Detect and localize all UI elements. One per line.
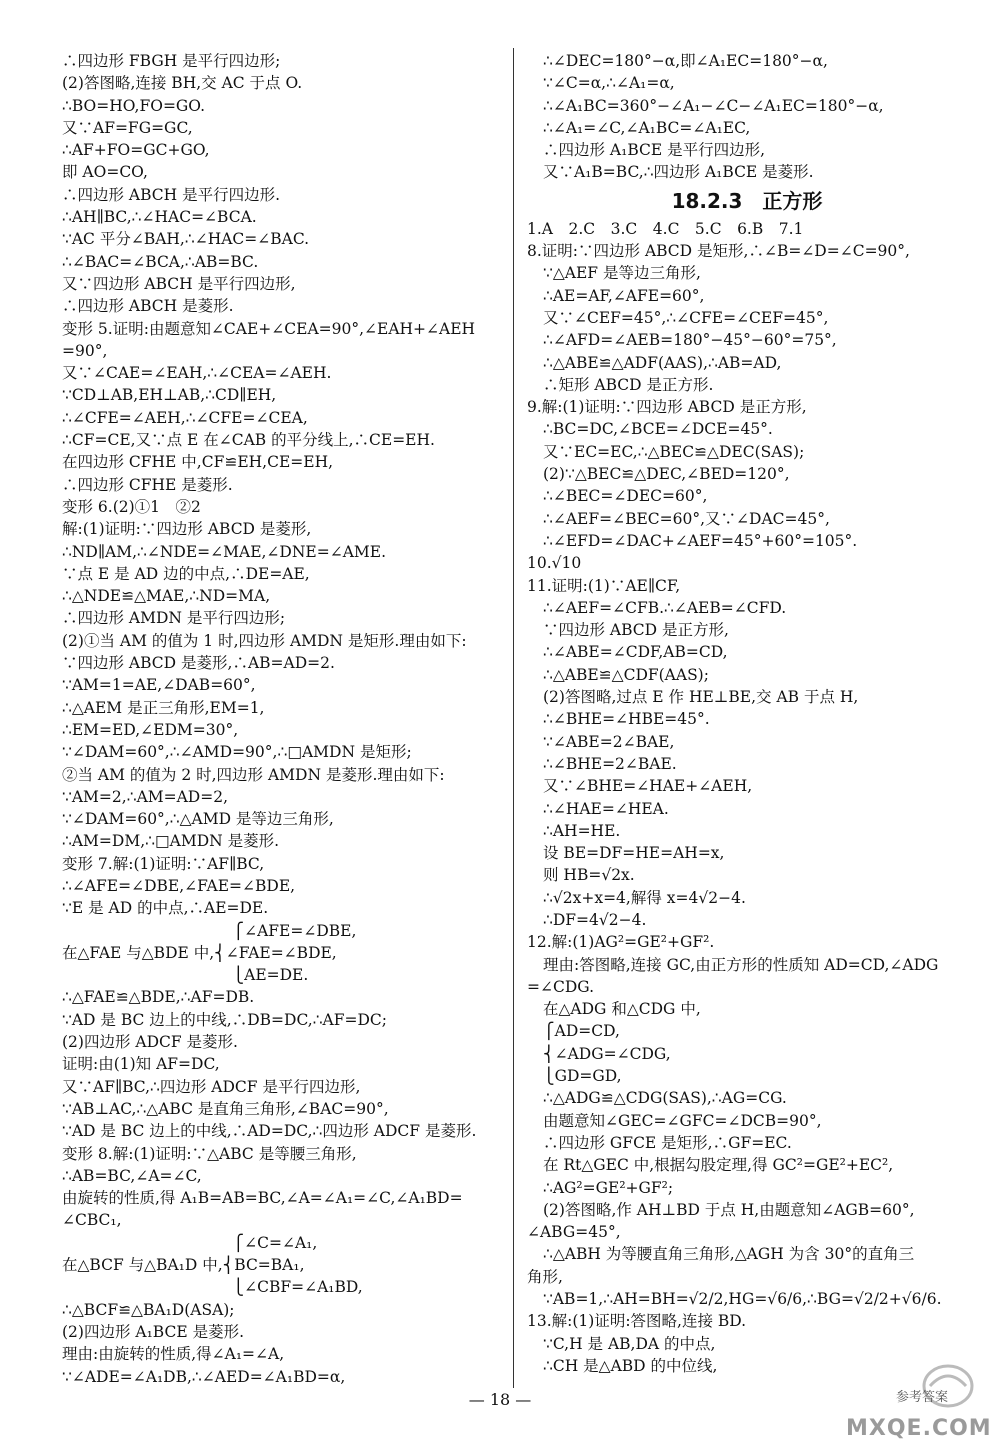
text-line: ⎧∠AFE=∠DBE, — [62, 921, 357, 940]
text-line: ∵∠C=α,∴∠A₁=α, — [543, 74, 675, 93]
text-line: (2)四边形 ADCF 是菱形. — [62, 1033, 238, 1052]
text-line: 11.证明:(1)∵AE∥CF, — [527, 576, 681, 595]
text-line: =∠CDG. — [527, 977, 595, 996]
text-line: ∵∠ABE=2∠BAE, — [543, 732, 675, 751]
text-line: ∴∠AEF=∠CFB.∴∠AEB=∠CFD. — [543, 598, 787, 617]
text-line: 解:(1)证明:∵四边形 ABCD 是菱形, — [62, 520, 312, 539]
text-line: 在△ADG 和△CDG 中, — [543, 1000, 701, 1019]
text-line: 又∵A₁B=BC,∴四边形 A₁BCE 是菱形. — [543, 163, 814, 182]
text-line: 12.解:(1)AG²=GE²+GF². — [527, 933, 715, 952]
column-divider — [513, 48, 514, 1388]
text-line: 变形 7.解:(1)证明:∵AF∥BC, — [62, 854, 265, 873]
text-line: ∴AM=DM,∴□AMDN 是菱形. — [62, 832, 280, 851]
text-line: 变形 8.解:(1)证明:∵△ABC 是等腰三角形, — [62, 1144, 357, 1163]
text-line: ∴∠DEC=180°−α,即∠A₁EC=180°−α, — [543, 52, 828, 70]
text-line: ∴△ABE≌△ADF(AAS),∴AB=AD, — [543, 353, 782, 372]
text-line: ∵AC 平分∠BAH,∴∠HAC=∠BAC. — [62, 230, 310, 249]
right-column-bottom — [527, 218, 967, 1377]
text-line: ∴∠AEF=∠BEC=60°,又∵∠DAC=45°, — [543, 509, 830, 528]
text-line: ∵AD 是 BC 边上的中线,∴DB=DC,∴AF=DC; — [62, 1010, 388, 1029]
text-line: ∴AH∥BC,∴∠HAC=∠BCA. — [62, 208, 257, 227]
text-line: 在四边形 CFHE 中,CF≌EH,CE=EH, — [62, 453, 334, 472]
text-line: ∴CH 是△ABD 的中位线, — [543, 1356, 718, 1375]
text-line: (2)答图略,过点 E 作 HE⊥BE,交 AB 于点 H, — [543, 688, 859, 707]
text-line: ∴△NDE≌△MAE,∴ND=MA, — [62, 587, 271, 606]
text-line: ∵E 是 AD 的中点,∴AE=DE. — [62, 899, 269, 918]
text-line: (2)四边形 A₁BCE 是菱形. — [62, 1322, 244, 1341]
text-line: 在△BCF 与△BA₁D 中,⎨BC=BA₁, — [62, 1256, 305, 1275]
text-line: ∴DF=4√2−4. — [543, 910, 647, 929]
text-line: 在△FAE 与△BDE 中,⎨∠FAE=∠BDE, — [62, 943, 337, 962]
right-column — [527, 50, 967, 1377]
text-line: ∴∠AFE=∠DBE,∠FAE=∠BDE, — [62, 876, 296, 895]
text-line: 1.A 2.C 3.C 4.C 5.C 6.B 7.1 — [527, 219, 804, 238]
text-line: ⎩GD=GD, — [543, 1067, 622, 1086]
text-line: ∴∠EFD=∠DAC+∠AEF=45°+60°=105°. — [543, 531, 858, 550]
text-line: (2)答图略,作 AH⊥BD 于点 H,由题意知∠AGB=60°, — [543, 1200, 915, 1219]
text-line: ∴△ADG≌△CDG(SAS),∴AG=CG. — [543, 1089, 787, 1108]
text-line: 在 Rt△GEC 中,根据勾股定理,得 GC²=GE²+EC², — [543, 1156, 894, 1175]
text-line: ∴∠A₁BC=360°−∠A₁−∠C−∠A₁EC=180°−α, — [543, 96, 884, 115]
text-line: ∴∠A₁=∠C,∠A₁BC=∠A₁EC, — [543, 118, 751, 137]
text-line: ∴△AEM 是正三角形,EM=1, — [62, 698, 265, 717]
text-line: 又∵∠CAE=∠EAH,∴∠CEA=∠AEH. — [62, 364, 332, 383]
text-line: ∴BC=DC,∠BCE=∠DCE=45°. — [543, 420, 773, 439]
text-line: ∵AM=1=AE,∠DAB=60°, — [62, 676, 256, 695]
text-line: ∴四边形 ABCH 是菱形. — [62, 297, 234, 316]
text-line: ∴AF+FO=GC+GO, — [62, 141, 210, 160]
text-line: ∴∠BEC=∠DEC=60°, — [543, 487, 708, 506]
text-line: 理由:答图略,连接 GC,由正方形的性质知 AD=CD,∠ADG — [543, 955, 939, 974]
text-line: 又∵∠BHE=∠HAE+∠AEH, — [543, 777, 753, 796]
text-line: 即 AO=CO, — [62, 163, 148, 182]
text-line: (2)∵△BEC≌△DEC,∠BED=120°, — [543, 465, 790, 484]
text-line: 设 BE=DF=HE=AH=x, — [543, 844, 725, 863]
text-line: ∴四边形 FBGH 是平行四边形; — [62, 52, 281, 70]
text-line: ∵AB⊥AC,∴△ABC 是直角三角形,∠BAC=90°, — [62, 1099, 389, 1118]
text-line: ⎧∠C=∠A₁, — [62, 1233, 318, 1252]
text-line: ∴∠BAC=∠BCA,∴AB=BC. — [62, 252, 259, 271]
text-line: 由旋转的性质,得 A₁B=AB=BC,∠A=∠A₁=∠C,∠A₁BD= — [62, 1189, 463, 1208]
text-line: 证明:由(1)知 AF=DC, — [62, 1055, 220, 1074]
text-line: ∴√2x+x=4,解得 x=4√2−4. — [543, 888, 746, 907]
text-line: ∵AM=2,∴AM=AD=2, — [62, 787, 229, 806]
text-line: ⎩∠CBF=∠A₁BD, — [62, 1278, 363, 1297]
text-line: (2)答图略,连接 BH,交 AC 于点 O. — [62, 74, 303, 93]
text-line: ∵∠DAM=60°,∴∠AMD=90°,∴□AMDN 是矩形; — [62, 743, 412, 762]
text-line: ∵AB=1,∴AH=BH=√2/2,HG=√6/6,∴BG=√2/2+√6/6. — [543, 1290, 942, 1309]
text-line: 变形 6.(2)①1 ②2 — [62, 497, 201, 516]
text-line: ②当 AM 的值为 2 时,四边形 AMDN 是菱形.理由如下: — [62, 765, 445, 784]
watermark-label: 参考答案 — [896, 1390, 949, 1405]
text-line: 由题意知∠GEC=∠GFC=∠DCB=90°, — [543, 1111, 822, 1130]
text-line: ∴△BCF≌△BA₁D(ASA); — [62, 1300, 235, 1319]
text-line: 又∵AF∥BC,∴四边形 ADCF 是平行四边形, — [62, 1077, 361, 1096]
text-line: 角形, — [527, 1267, 563, 1286]
text-line: 13.解:(1)证明:答图略,连接 BD. — [527, 1312, 747, 1331]
text-line: 又∵四边形 ABCH 是平行四边形, — [62, 274, 296, 293]
text-line: ∴△FAE≌△BDE,∴AF=DB. — [62, 988, 255, 1007]
text-line: 8.证明:∵四边形 ABCD 是矩形,∴∠B=∠D=∠C=90°, — [527, 242, 910, 261]
text-line: ∴∠AFD=∠AEB=180°−45°−60°=75°, — [543, 331, 837, 350]
watermark-url: MXQE.COM — [846, 1416, 992, 1441]
page-number: — 18 — — [468, 1390, 532, 1409]
text-line: ∵∠DAM=60°,∴△AMD 是等边三角形, — [62, 810, 334, 829]
text-line: ∴BO=HO,FO=GO. — [62, 96, 206, 115]
text-line: ∴∠BHE=2∠BAE. — [543, 754, 677, 773]
text-line: 又∵AF=FG=GC, — [62, 118, 193, 137]
text-line: (2)①当 AM 的值为 1 时,四边形 AMDN 是矩形.理由如下: — [62, 631, 467, 650]
text-line: ∴△ABE≌△CDF(AAS); — [543, 665, 709, 684]
text-line: ∴AB=BC,∠A=∠C, — [62, 1166, 202, 1185]
text-line: ∵CD⊥AB,EH⊥AB,∴CD∥EH, — [62, 386, 277, 405]
section-title: 18.2.3 正方形 — [671, 188, 823, 213]
text-line: 理由:由旋转的性质,得∠A₁=∠A, — [62, 1345, 285, 1364]
text-line: 又∵EC=EC,∴△BEC≌△DEC(SAS); — [543, 442, 805, 461]
text-line: ∴∠HAE=∠HEA. — [543, 799, 669, 818]
text-line: 则 HB=√2x. — [543, 866, 635, 885]
text-line: ∴矩形 ABCD 是正方形. — [543, 375, 714, 394]
text-line: ∠CBC₁, — [62, 1211, 122, 1230]
text-line: ∴EM=ED,∠EDM=30°, — [62, 720, 239, 739]
text-line: ∴四边形 AMDN 是平行四边形; — [62, 609, 286, 628]
text-line: ∵△AEF 是等边三角形, — [543, 264, 701, 283]
text-line: ∴∠CFE=∠AEH,∴∠CFE=∠CEA, — [62, 408, 308, 427]
text-line: ∴AG²=GE²+GF²; — [543, 1178, 674, 1197]
text-line: 9.解:(1)证明:∵四边形 ABCD 是正方形, — [527, 398, 807, 417]
left-column — [62, 50, 502, 1388]
text-line: ⎩AE=DE. — [62, 966, 309, 985]
text-line: ∵点 E 是 AD 边的中点,∴DE=AE, — [62, 564, 310, 583]
text-line: ∴CF=CE,又∵点 E 在∠CAB 的平分线上,∴CE=EH. — [62, 431, 435, 450]
text-line: ∴△ABH 为等腰直角三角形,△AGH 为含 30°的直角三 — [543, 1245, 915, 1264]
text-line: ∵AD 是 BC 边上的中线,∴AD=DC,∴四边形 ADCF 是菱形. — [62, 1122, 477, 1141]
text-line: ∴四边形 CFHE 是菱形. — [62, 475, 233, 494]
text-line: ∴∠ABE=∠CDF,AB=CD, — [543, 643, 728, 662]
text-line: ∵四边形 ABCD 是正方形, — [543, 621, 729, 640]
text-line: 10.√10 — [527, 554, 582, 573]
right-column-top — [527, 50, 967, 184]
text-line: ∴四边形 A₁BCE 是平行四边形, — [543, 141, 766, 160]
text-line: ⎧AD=CD, — [543, 1022, 620, 1041]
text-line: ∵C,H 是 AB,DA 的中点, — [543, 1334, 716, 1353]
text-line: ∵∠ADE=∠A₁DB,∴∠AED=∠A₁BD=α, — [62, 1367, 346, 1386]
text-line: ∴四边形 ABCH 是平行四边形. — [62, 185, 281, 204]
text-line: ∴∠BHE=∠HBE=45°. — [543, 710, 710, 729]
text-line: ⎨∠ADG=∠CDG, — [543, 1044, 671, 1063]
text-line: ∴AE=AF,∠AFE=60°, — [543, 286, 705, 305]
text-line: ∠ABG=45°, — [527, 1223, 621, 1242]
text-line: =90°, — [62, 341, 108, 360]
text-line: ∵四边形 ABCD 是菱形,∴AB=AD=2. — [62, 654, 335, 673]
text-line: ∴ND∥AM,∴∠NDE=∠MAE,∠DNE=∠AME. — [62, 542, 387, 561]
text-line: ∴AH=HE. — [543, 821, 621, 840]
text-line: 又∵∠CEF=45°,∴∠CFE=∠CEF=45°, — [543, 308, 829, 327]
text-line: ∴四边形 GFCE 是矩形,∴GF=EC. — [543, 1133, 792, 1152]
text-line: 变形 5.证明:由题意知∠CAE+∠CEA=90°,∠EAH+∠AEH — [62, 319, 476, 338]
